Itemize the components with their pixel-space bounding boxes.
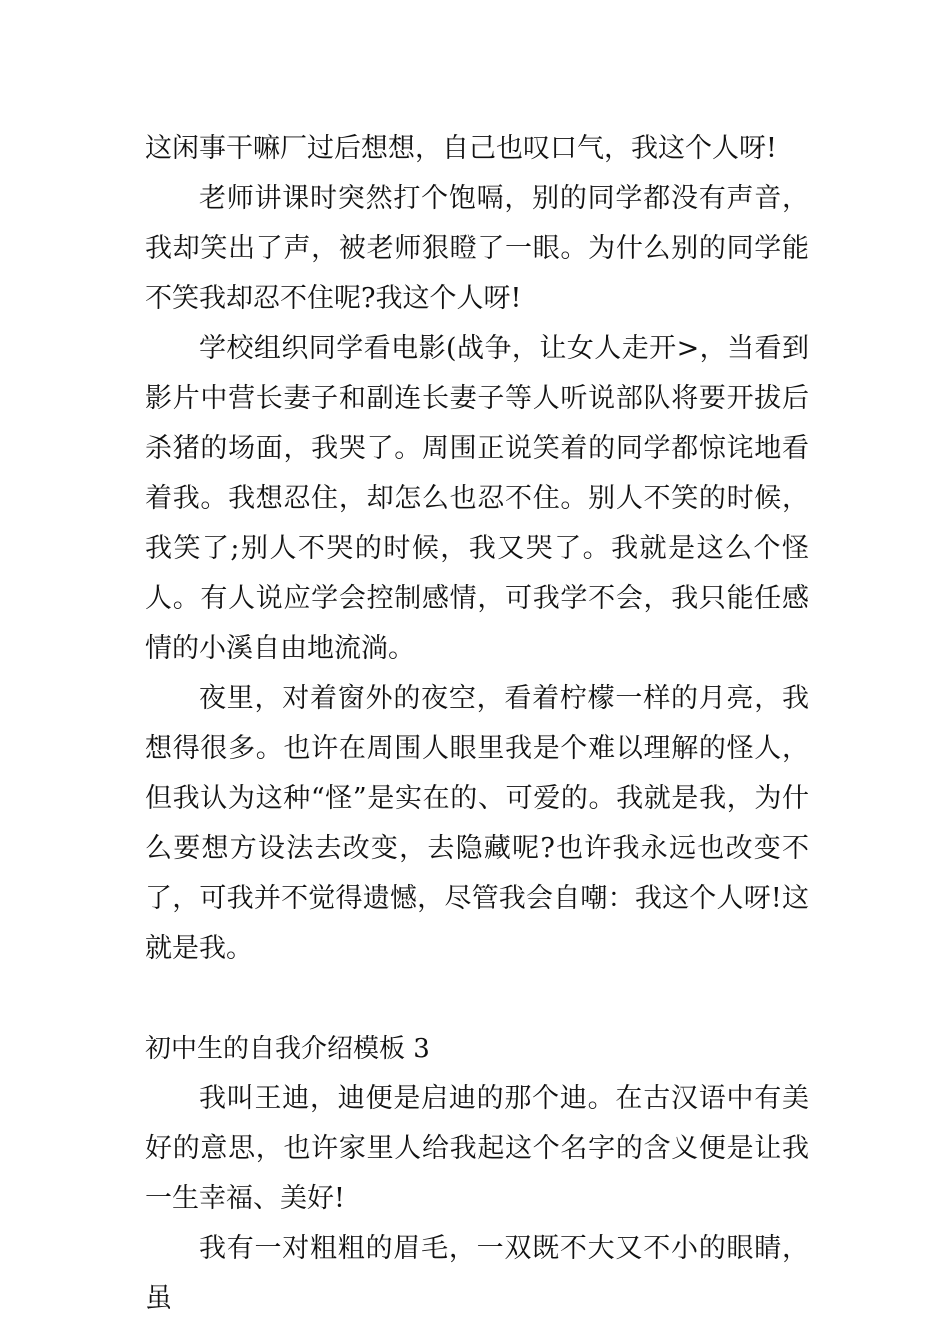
paragraph-appearance: 我有一对粗粗的眉毛，一双既不大又不小的眼睛，虽 [145, 1233, 809, 1314]
paragraph-continuation: 这闲事干嘛厂过后想想，自己也叹口气，我这个人呀! [145, 133, 777, 164]
paragraph-movie-story: 学校组织同学看电影(战争，让女人走开>，当看到影片中营长妻子和副连长妻子等人听说部队将要开拔后杀猪的场面，我哭了。周围正说笑着的同学都惊诧地看着我。我想忍住，却怎么也忍不住。别人不笑的时候，我笑了;别人不哭的时候，我又哭了。我就是这么个怪人。有人说应学会控制感情，可我学不会，我只能任感情的小溪自由地流淌。 [145, 333, 809, 664]
section-title: 初中生的自我介绍模板 3 [145, 1034, 430, 1064]
paragraph-burp-story: 老师讲课时突然打个饱嗝，别的同学都没有声音，我却笑出了声，被老师狠瞪了一眼。为什么别的同学能不笑我却忍不住呢?我这个人呀! [145, 183, 809, 314]
paragraph-name-intro: 我叫王迪，迪便是启迪的那个迪。在古汉语中有美好的意思，也许家里人给我起这个名字的含义便是让我一生幸福、美好! [145, 1083, 809, 1214]
paragraph-night-reflection: 夜里，对着窗外的夜空，看着柠檬一样的月亮，我想得很多。也许在周围人眼里我是个难以理解的怪人，但我认为这种“怪”是实在的、可爱的。我就是我，为什么要想方设法去改变，去隐藏呢?也许我永远也改变不了，可我并不觉得遗憾，尽管我会自嘲：我这个人呀!这就是我。 [145, 683, 809, 964]
document-body [145, 124, 809, 1324]
